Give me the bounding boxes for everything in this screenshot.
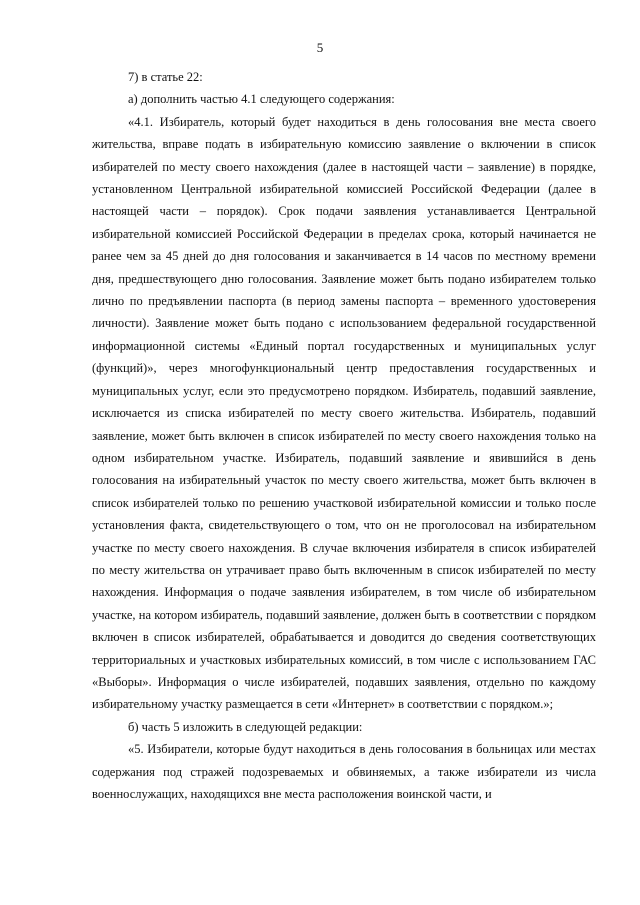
paragraph-part-5: «5. Избиратели, которые будут находиться в день голосования в больницах или местах содержания под стражей подозреваемых и обвиняемых, а также избиратели из числа военнослужащих, находящихся вне места расположения воинской части, и	[92, 742, 596, 801]
document-body	[92, 66, 596, 805]
paragraph-item-7: 7) в статье 22:	[128, 70, 203, 84]
paragraph-part-4-1: «4.1. Избиратель, который будет находиться в день голосования вне места своего жительства, вправе подать в избирательную комиссию заявление о включении в список избирателей по месту своего нахождения (далее в настоящей части – заявление) в порядке, установленном Центральной избирательной комиссией Российской Федерации (далее в настоящей части – порядок). Срок подачи заявления устанавливается Центральной избирательной комиссией Российской Федерации в пределах срока, который начинается не ранее чем за 45 дней до дня голосования и заканчивается в 14 часов по местному времени дня, предшествующего дню голосования. Заявление может быть подано избирателем только лично по предъявлении паспорта (в период замены паспорта – временного удостоверения личности). Заявление может быть подано с использованием федеральной государственной информационной системы «Единый портал государственных и муниципальных услуг (функций)», через многофункциональный центр предоставления государственных и муниципальных услуг, если это предусмотрено порядком. Избиратель, подавший заявление, исключается из списка избирателей по месту своего жительства. Избиратель, подавший заявление, может быть включен в список избирателей по месту своего нахождения только на одном избирательном участке. Избиратель, подавший заявление и явившийся в день голосования на избирательный участок по месту своего жительства, может быть включен в список избирателей только по решению участковой избирательной комиссии и только после установления факта, свидетельствующего о том, что он не проголосовал на избирательном участке по месту своего нахождения. В случае включения избирателя в список избирателей по месту жительства он утрачивает право быть включенным в список избирателей по месту нахождения. Информация о подаче заявления избирателем, в том числе об избирательном участке, на котором избиратель, подавший заявление, должен быть в соответствии с порядком включен в список избирателей, обрабатывается и доводится до сведения соответствующих территориальных и участковых избирательных комиссий, в том числе с использованием ГАС «Выборы». Информация о числе избирателей, подавших заявления, отдельно по каждому избирательному участку размещается в сети «Интернет» в соответствии с порядком.»;	[92, 114, 596, 712]
paragraph-subitem-a: а) дополнить частью 4.1 следующего содержания:	[128, 92, 395, 107]
page-number: 5	[316, 40, 324, 55]
paragraph-subitem-b: б) часть 5 изложить в следующей редакции:	[128, 719, 363, 734]
